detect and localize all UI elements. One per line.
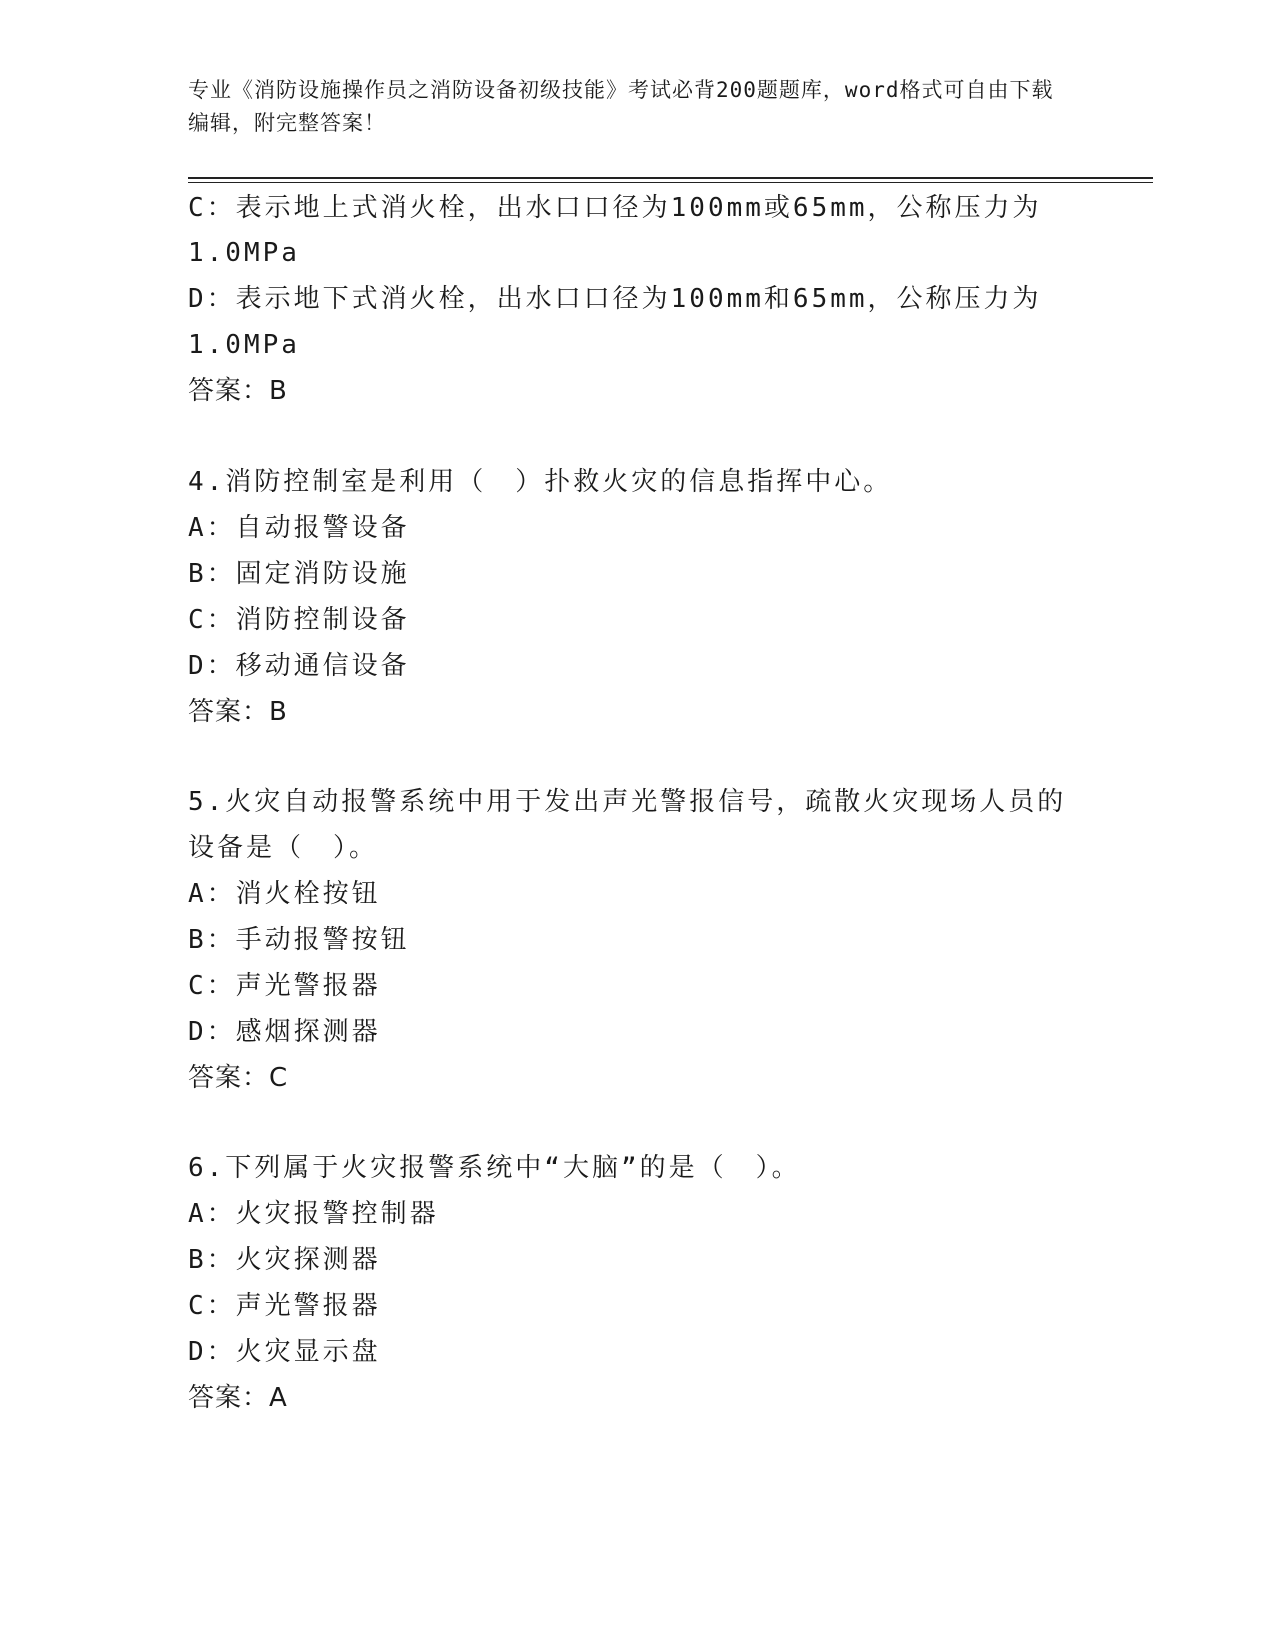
q6-stem: 6.下列属于火灾报警系统中“大脑”的是（ ）。 xyxy=(188,1153,801,1183)
q6-option-a: A：火灾报警控制器 xyxy=(188,1199,439,1229)
q5-option-c: C：声光警报器 xyxy=(188,971,381,1001)
q5-option-a: A：消火栓按钮 xyxy=(188,879,381,909)
q4-option-b: B：固定消防设施 xyxy=(188,559,410,589)
q5-option-b: B：手动报警按钮 xyxy=(188,925,410,955)
q4-stem: 4.消防控制室是利用（ ）扑救火灾的信息指挥中心。 xyxy=(188,467,893,497)
q6-answer: 答案：A xyxy=(188,1383,288,1413)
q6-option-b: B：火灾探测器 xyxy=(188,1245,381,1275)
header-divider-thick xyxy=(188,177,1153,179)
q4-option-c: C：消防控制设备 xyxy=(188,605,410,635)
q6-option-d: D：火灾显示盘 xyxy=(188,1337,381,1367)
q5-answer: 答案：C xyxy=(188,1063,289,1093)
q3-option-c-line2: 1.0MPa xyxy=(188,238,300,268)
q3-option-c-line1: C：表示地上式消火栓，出水口口径为100mm或65mm，公称压力为 xyxy=(188,193,1042,223)
q3-option-d-line1: D：表示地下式消火栓，出水口口径为100mm和65mm，公称压力为 xyxy=(188,284,1042,314)
q5-stem-line2: 设备是（ ）。 xyxy=(188,833,379,863)
q4-option-d: D：移动通信设备 xyxy=(188,651,410,681)
header-divider-thin xyxy=(188,182,1153,183)
q6-option-c: C：声光警报器 xyxy=(188,1291,381,1321)
q5-option-d: D：感烟探测器 xyxy=(188,1017,381,1047)
q4-answer: 答案：B xyxy=(188,697,288,727)
document-title: 专业《消防设施操作员之消防设备初级技能》考试必背200题题库，word格式可自由下载编辑，附完整答案！ xyxy=(188,78,1054,135)
q3-answer: 答案：B xyxy=(188,376,288,406)
q4-option-a: A：自动报警设备 xyxy=(188,513,410,543)
q5-stem-line1: 5.火灾自动报警系统中用于发出声光警报信号，疏散火灾现场人员的 xyxy=(188,787,1067,817)
q3-option-d-line2: 1.0MPa xyxy=(188,330,300,360)
